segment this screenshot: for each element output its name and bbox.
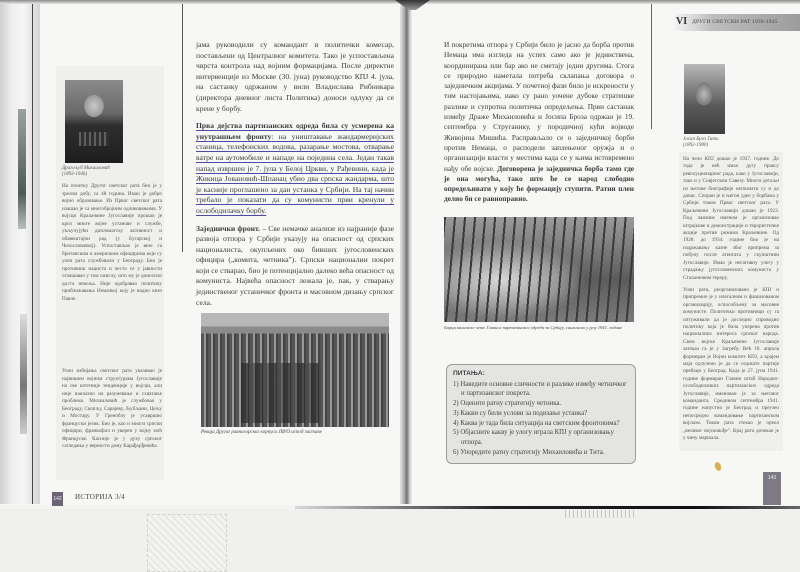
portrait-caption-years: (1892-1980) [683,143,708,148]
question-item: 4) Каква је тада била ситуација на светским фронтовима? [453,419,620,427]
paragraph-text: – Све немачке анализе из најраније фазе развоја отпора у Србији указују на опасност од српских националиста, окупљених око бивших југословенских официра („комита, четника"). Српски националии покрет који се стварао, био је потенцијално далеко већа опасност од комуниста. Највећа опасност лежала је, пак, у стварању јединственог устаничког фронта и масовном дизању српског села. [196,223,394,307]
paragraph-text: : на уништавање жандармеријских станица, телефонских водова, разарање мостова, отварање ватре на аутомобиле и нападе на поједина села. Један такав напад извршен је 7. јула у Белој Цркви, у Рађевини, када је Жикица Јовановић-Шпанац убио два српска жандарма, што је касније проглашено за дан устанка у Србији. На тај начин требало је показати да су комунисти први кренули у ослободилачку борбу. [196,131,394,215]
book-gutter [400,4,412,504]
question-item: 3) Какви су били услови за подизање устанка? [453,409,588,417]
sidebar-right [679,152,783,451]
questions-box [446,364,636,464]
scan-artifact [147,514,227,572]
page-number-right: 143 [763,472,781,505]
column-divider [651,4,652,129]
portrait-caption-name: Јосип Броз Тито [683,137,719,142]
portrait-mihailovic-photo [65,80,123,163]
question-item: 2) Оцените ратну стратегију четника. [453,400,562,408]
partisans-photo [444,217,634,322]
parade-photo [201,313,389,427]
portrait-tito-photo [684,64,725,134]
previous-pages-edge [0,4,40,504]
sidebar-paragraph: Уочи рата, реорганизовано је КПЈ и припремио је у илегалном и фашизованом организацију, оспособљену за масовне комунисте. Политички противници су га оптуживали да је доследно спроводио политику која је била уперена против националних интереса српског народа. Свом војскe Краљевине Југославије затекао га је у Загребу. Већ 10. априла формиран је Војни комитет КПЈ, а крајем маја одлучено је да се седиште партије пребаци у Београд. Када је 27. јуна 1941. године формиран Главни штаб Народно-ослободилачких партизанских одреда Југославије, именован је за његовог команданта. Средином септембра 1941. године напустио је Београд и преузео непосредно командовање партизанском војском. Током рата стекао је ореол „великог војсковође". Крај рата дочекао је у чину маршала. [683,286,779,442]
scanner-bed [0,509,800,572]
body-paragraph: јама руководили су командант и политички комесар, постављени од Централног комитета. Тако је успостављена чврста контрола над војним формацијама. После директне интервенције из Москве (30. јуна) руководство КПЈ 4. јула, на састанку одржаном у вили Владислава Рибникара (директора дневног листа Политика) доноси одлуку да се крене у борбу. [196,40,394,113]
main-column-left [196,40,394,315]
question-item: 6) Упоредите ратну стратегију Михаиловића и Тита. [453,448,605,456]
scan-artifact [565,510,635,518]
column-divider [182,4,183,252]
body-paragraph [196,224,394,309]
bold-lead: Прва дејства партизанских одреда била су усмерена ка унутрашњем фронту [196,121,394,141]
questions-heading: ПИТАЊА: [453,370,485,377]
main-column-right [444,40,634,205]
chapter-title: ДРУГИ СВЕТСКИ РАТ 1939-1945 [692,19,778,25]
body-paragraph: И покретима отпора у Србији било је јасно да борба против Немаца има изгледа на успех само ако је јединствена, координирана или бар ако не сметају једни другима. Стога се природно наметала потреба склапања договора о заједничким акцијама. У почетној фази било је искрености у тим настојањима, иако су рано уочене дубоке стратешке разлике и супротна политичка опредељења. Први састанак између Драже Михаиловића и Јосипа Броза одржан је 19. септембра у Струганику, у породичној кући војводе Живојина Мишића. Расправљало се о заједничкој борби против Немаца, о расподели заплењеног оружја и о организацији власти у местима када се у њима истовремено нађу обе војске. [444,40,634,173]
photo-caption: Борци ваљевске чете Главног партизанског одреда за Србију, снимљено у јулу 1941. године [444,325,623,330]
page-number-left: 142 [52,492,63,506]
portrait-caption-years: (1893-1946) [62,172,87,177]
edge-image-strip [20,314,27,434]
portrait-caption-name: Драгољуб Михаиловић [62,166,110,171]
sidebar-paragraph: На почетку Другог светског рата био је у зрелом добу, са 48 година. Имао је добро војно образовање. Из Првог светског рата изашао је са многобројним одликовањима. У војсци Краљевине Југославије прошао је кроз многе војне установе и службе, укључујући дипломатску активност и обавештајни рад (у Бугарској и Чехословачкој). Успостављао је везе са британским и америчким официрима који су уочи рата службовали у Београду. Био је противник нациста и често се у јавности оглашавао у том смислу, што му је доносило доста невоља. Није одобравао политику приближавања Немачкој коју је водио кнез Павле. [62,183,162,302]
edge-image-strip [18,109,26,229]
section-heading: Заједнички фронт. [196,223,261,233]
page-edge-line [32,4,33,504]
photo-caption: Ревија Другог равногорског корпуса ЈВУО испод заставе [201,430,322,435]
book-title-footer: ИСТОРИЈА 3/4 [75,493,125,501]
body-paragraph-underlined [196,121,394,216]
chapter-number: VI [676,16,688,27]
bold-statement: Договорена је заједничка борба тамо где је она могућа, тако што ће се народ слободно опредељивати у коју ће формацију ступити. Ратни плен делио би се равноправно. [444,163,634,204]
questions-list [453,380,629,458]
question-item: 5) Објасните какву је улогу играла КПЈ у организовању отпора. [453,429,614,446]
sidebar-paragraph: Уочи избијања светског рата указивао је највишим војним структурама Југославије на све штетније тенденције у војсци, али није наилазио на разумевање и схватање проблема. Михаиловић је службовао у Београду, Скопљу, Сарајеву, Љубљани, Цељу и Мостару. У Греноблу је усавршио француски језик. Био је, као и многи српски официри, франкофил и уверен у војну моћ Француске. Касније је у духу српског сагледања у верности дому Карађорђевића. [62,368,162,449]
sidebar-paragraph: На чело КПЈ дошао је 1937. године. До тада је већ имао дугу праксу револуционарног рада, како у Југославији, тако и у Совјетском Савезу. Многи детаљи из његове биографије непознати су и до данас. Споран је и његов удео у борбама у Србији током Првог светског рата. У Краљевини Југославији дошао је 1923. Под лажним именом је организовао штрајкове и демонстрације и терористичке акције против режима Краљевине. Од 1928. до 1934. године био је на издржавању казне због припрема за побуну после атентата у скупштини Југославије. Имао је негативну улогу у страдању југословенских комуниста у Стаљиновом терору. [683,156,779,281]
question-item: 1) Наведите основне сличности и разлике између четничког и партизанског покрета. [453,380,627,398]
